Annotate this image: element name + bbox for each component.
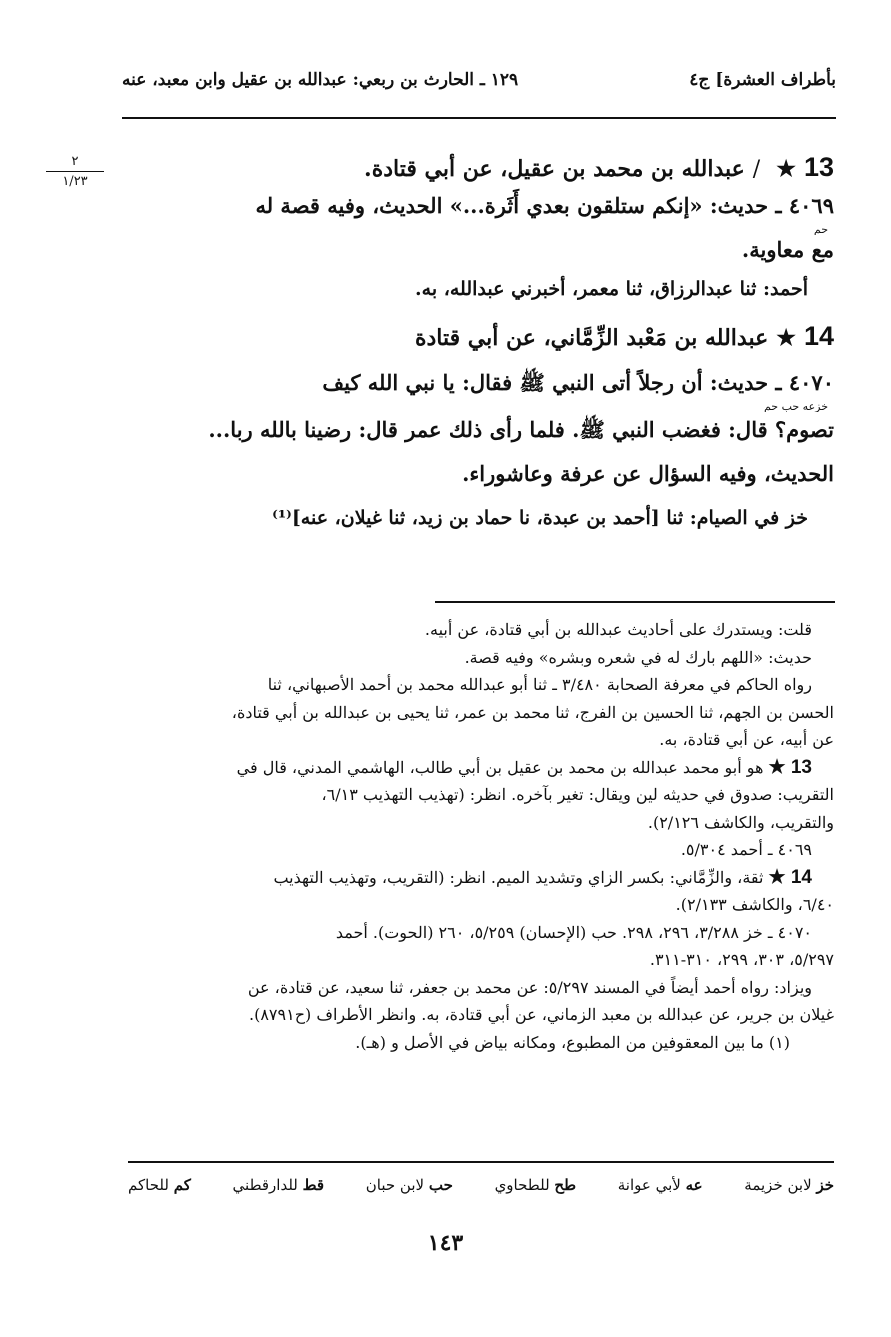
footnote-line: (١) ما بين المعقوفين من المطبوع، ومكانه بياض في الأصل و (هـ). (355, 1032, 790, 1052)
star-icon: ★ (776, 325, 796, 351)
margin-reference-bottom: ١/٢٣ (62, 174, 88, 189)
footnote-entry-13 (128, 754, 834, 782)
hadith-4069-chain: أحمد: ثنا عبدالرزاق، ثنا معمر، أخبرني عبدالله، به. (415, 278, 808, 300)
footnote-line: قلت: ويستدرك على أحاديث عبدالله بن أبي قتادة، عن أبيه. (424, 620, 812, 639)
footnote-line: ٦/٤٠، والكاشف ٢/١٣٣). (675, 895, 834, 914)
footnote-line: والتقريب، والكاشف ٢/١٢٦). (647, 812, 834, 832)
entry-14-heading (128, 315, 834, 357)
footnote-line: عن أبيه، عن أبي قتادة، به. (659, 730, 834, 749)
footnote-line: حديث: «اللهم بارك له في شعره وبشره» وفيه قصة. (464, 647, 812, 667)
footnote-line: ويزاد: رواه أحمد أيضاً في المسند ٥/٢٩٧: عن محمد بن جعفر، ثنا سعيد، عن قتادة، عن (247, 977, 812, 997)
footnote-divider (435, 601, 835, 603)
footnote-entry-14 (128, 864, 834, 892)
hadith-4069-line-2: مع معاوية. (741, 237, 834, 262)
entry-13-title: عبدالله بن محمد بن عقيل، عن أبي قتادة. (364, 156, 745, 182)
footnote-14-mark: 14 ★ (768, 866, 812, 888)
entry-14-title: عبدالله بن مَعْبد الزِّمَّاني، عن أبي قتادة (414, 325, 769, 351)
key-item: طح للطحاوي (494, 1176, 577, 1194)
hadith-4069-line-1: ٤٠٦٩ ـ حديث: «إنكم ستلقون بعدي أَثَرة...» الحديث، وفيه قصة له (255, 193, 834, 218)
footnote-line: رواه الحاكم في معرفة الصحابة ٣/٤٨٠ ـ ثنا أبو عبدالله محمد بن أحمد الأصبهاني، ثنا (267, 675, 812, 694)
hadith-4070-line-1: ٤٠٧٠ ـ حديث: أن رجلاً أتى النبي ﷺ فقال: يا نبي الله كيف (322, 370, 834, 395)
footnote-line: هو أبو محمد عبدالله بن محمد بن عقيل بن أبي طالب، الهاشمي المدني، قال في (236, 757, 764, 777)
footnotes (128, 616, 834, 1056)
key-item: خز لابن خزيمة (744, 1176, 834, 1194)
footnote-line: ٤٠٦٩ ـ أحمد ٥/٣٠٤. (680, 840, 812, 859)
footnote-line: ٥/٢٩٧، ٣٠٣، ٢٩٩، ٣١٠-٣١١. (649, 950, 834, 969)
header-book-title: بأطراف العشرة] ج٤ (689, 70, 836, 90)
abbreviation-key (128, 1176, 834, 1194)
key-item: كم للحاكم (128, 1176, 191, 1194)
hadith-4069-source-mark: حم (813, 224, 828, 235)
entry-13-number: 13 (803, 152, 834, 182)
footnote-line: ثقة، والزِّمَّاني: بكسر الزاي وتشديد الميم. انظر: (التقريب، وتهذيب التهذيب (273, 867, 764, 887)
entry-13-heading (128, 146, 834, 188)
key-item: حب لابن حبان (365, 1176, 453, 1194)
margin-reference-rule (46, 171, 104, 172)
margin-reference-top: ٢ (71, 154, 79, 169)
hadith-4070-source-mark: خزعه حب حم (763, 401, 828, 412)
margin-reference (40, 154, 110, 189)
entry-14-number: 14 (803, 321, 834, 351)
running-header (122, 66, 836, 106)
footnote-line: ٤٠٧٠ ـ خز ٣/٢٨٨، ٢٩٦، ٢٩٨. حب (الإحسان) ٥/٢٥٩، ٢٦٠ (الحوت). أحمد (335, 922, 812, 942)
page-number: ١٤٣ (427, 1230, 464, 1256)
header-divider (122, 117, 836, 119)
footnote-13-mark: 13 ★ (768, 756, 812, 778)
header-chapter-title: ١٢٩ ـ الحارث بن ربعي: عبدالله بن عقيل وابن معبد، عنه (122, 70, 519, 90)
hadith-4070-line-2: تصوم؟ قال: فغضب النبي ﷺ. فلما رأى ذلك عمر قال: رضينا بالله ربا... (208, 417, 834, 442)
key-item: قط للدارقطني (232, 1176, 325, 1194)
hadith-4070-line-3: الحديث، وفيه السؤال عن عرفة وعاشوراء. (462, 461, 834, 486)
footnote-line: الحسن بن الجهم، ثنا الحسين بن الفرج، ثنا محمد بن عمر، ثنا يحيى بن عبدالله بن أبي قتادة، (231, 702, 834, 722)
main-text (128, 146, 834, 536)
star-icon: ★ (776, 156, 796, 182)
footnote-line: غيلان بن جرير، عن عبدالله بن معبد الزماني، عن أبي قتادة، به. وانظر الأطراف (ح٨٧٩١). (249, 1005, 834, 1024)
footnote-line: التقريب: صدوق في حديثه لين ويقال: تغير بآخره. انظر: (تهذيب التهذيب ٦/١٣، (321, 785, 834, 804)
entry-13-slash: / (752, 157, 761, 182)
hadith-4070-chain: خز في الصيام: ثنا [أحمد بن عبدة، نا حماد بن زيد، ثنا غيلان، عنه]⁽¹⁾ (272, 507, 808, 529)
key-item: عه لأبي عوانة (617, 1176, 703, 1194)
abbreviation-key-divider (128, 1161, 834, 1163)
